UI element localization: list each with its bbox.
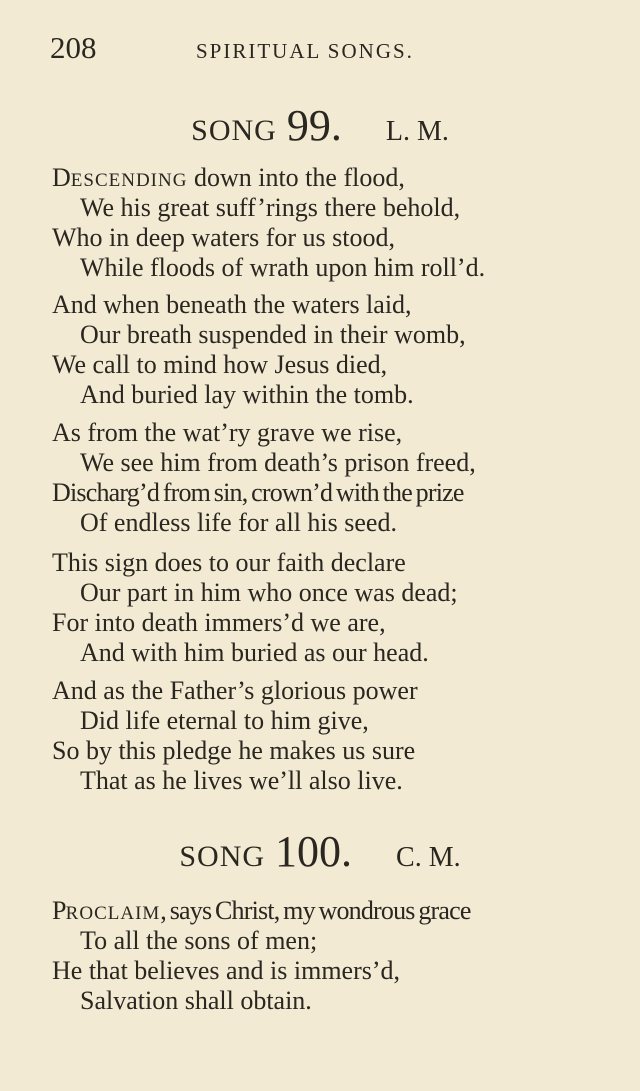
verse-line: As from the wat’ry grave we rise, <box>52 418 403 447</box>
verse-line: And with him buried as our head. <box>80 638 429 667</box>
stanza <box>52 290 622 410</box>
song-meter: C. M. <box>396 842 461 873</box>
verse-line <box>52 163 622 193</box>
song-label: SONG <box>179 840 266 873</box>
page-number: 208 <box>50 30 97 65</box>
verse-line: Our breath suspended in their womb, <box>80 320 466 349</box>
verse-line-text: , says Christ, my wondrous grace <box>160 896 471 925</box>
verse-line: Discharg’d from sin, crown’d with the prize <box>52 478 464 507</box>
song-number: 99. <box>286 101 342 150</box>
verse-line-text: down into the flood, <box>187 163 405 192</box>
verse-line: We his great suff’rings there behold, <box>80 193 461 222</box>
first-word-smallcaps: ROCLAIM <box>65 903 161 924</box>
song-label: SONG <box>191 114 277 147</box>
song-number: 100. <box>275 827 353 876</box>
running-head <box>50 28 610 68</box>
verse-line: That as he lives we’ll also live. <box>80 766 403 795</box>
verse-line: This sign does to our faith declare <box>52 548 406 577</box>
stanza <box>52 418 622 538</box>
verse-line: For into death immers’d we are, <box>52 608 386 637</box>
running-title: SPIRITUAL SONGS. <box>196 39 414 63</box>
first-word-smallcaps: ESCENDING <box>70 170 188 191</box>
verse-line: Of endless life for all his seed. <box>80 508 397 537</box>
verse-line: Who in deep waters for us stood, <box>52 223 395 252</box>
song-99-heading <box>0 100 640 151</box>
verse-line: So by this pledge he makes us sure <box>52 736 416 765</box>
verse-line: While floods of wrath upon him roll’d. <box>80 253 486 282</box>
verse-line: We see him from death’s prison freed, <box>80 448 476 477</box>
stanza <box>52 548 622 668</box>
verse-line: Did life eternal to him give, <box>80 706 369 735</box>
verse-line: To all the sons of men; <box>80 926 318 955</box>
verse-line: Our part in him who once was dead; <box>80 578 458 607</box>
verse-line: And as the Father’s glorious power <box>52 676 418 705</box>
verse-line <box>52 896 622 926</box>
stanza <box>52 896 622 1016</box>
verse-line: And buried lay within the tomb. <box>80 380 414 409</box>
drop-cap: P <box>52 896 66 925</box>
drop-cap: D <box>52 163 71 192</box>
verse-line: We call to mind how Jesus died, <box>52 350 388 379</box>
stanza <box>52 163 622 283</box>
stanza <box>52 676 622 796</box>
song-meter: L. M. <box>385 116 449 147</box>
song-100-heading <box>0 826 640 877</box>
verse-line: And when beneath the waters laid, <box>52 290 412 319</box>
verse-line: He that believes and is immers’d, <box>52 956 401 985</box>
verse-line: Salvation shall obtain. <box>80 986 312 1015</box>
